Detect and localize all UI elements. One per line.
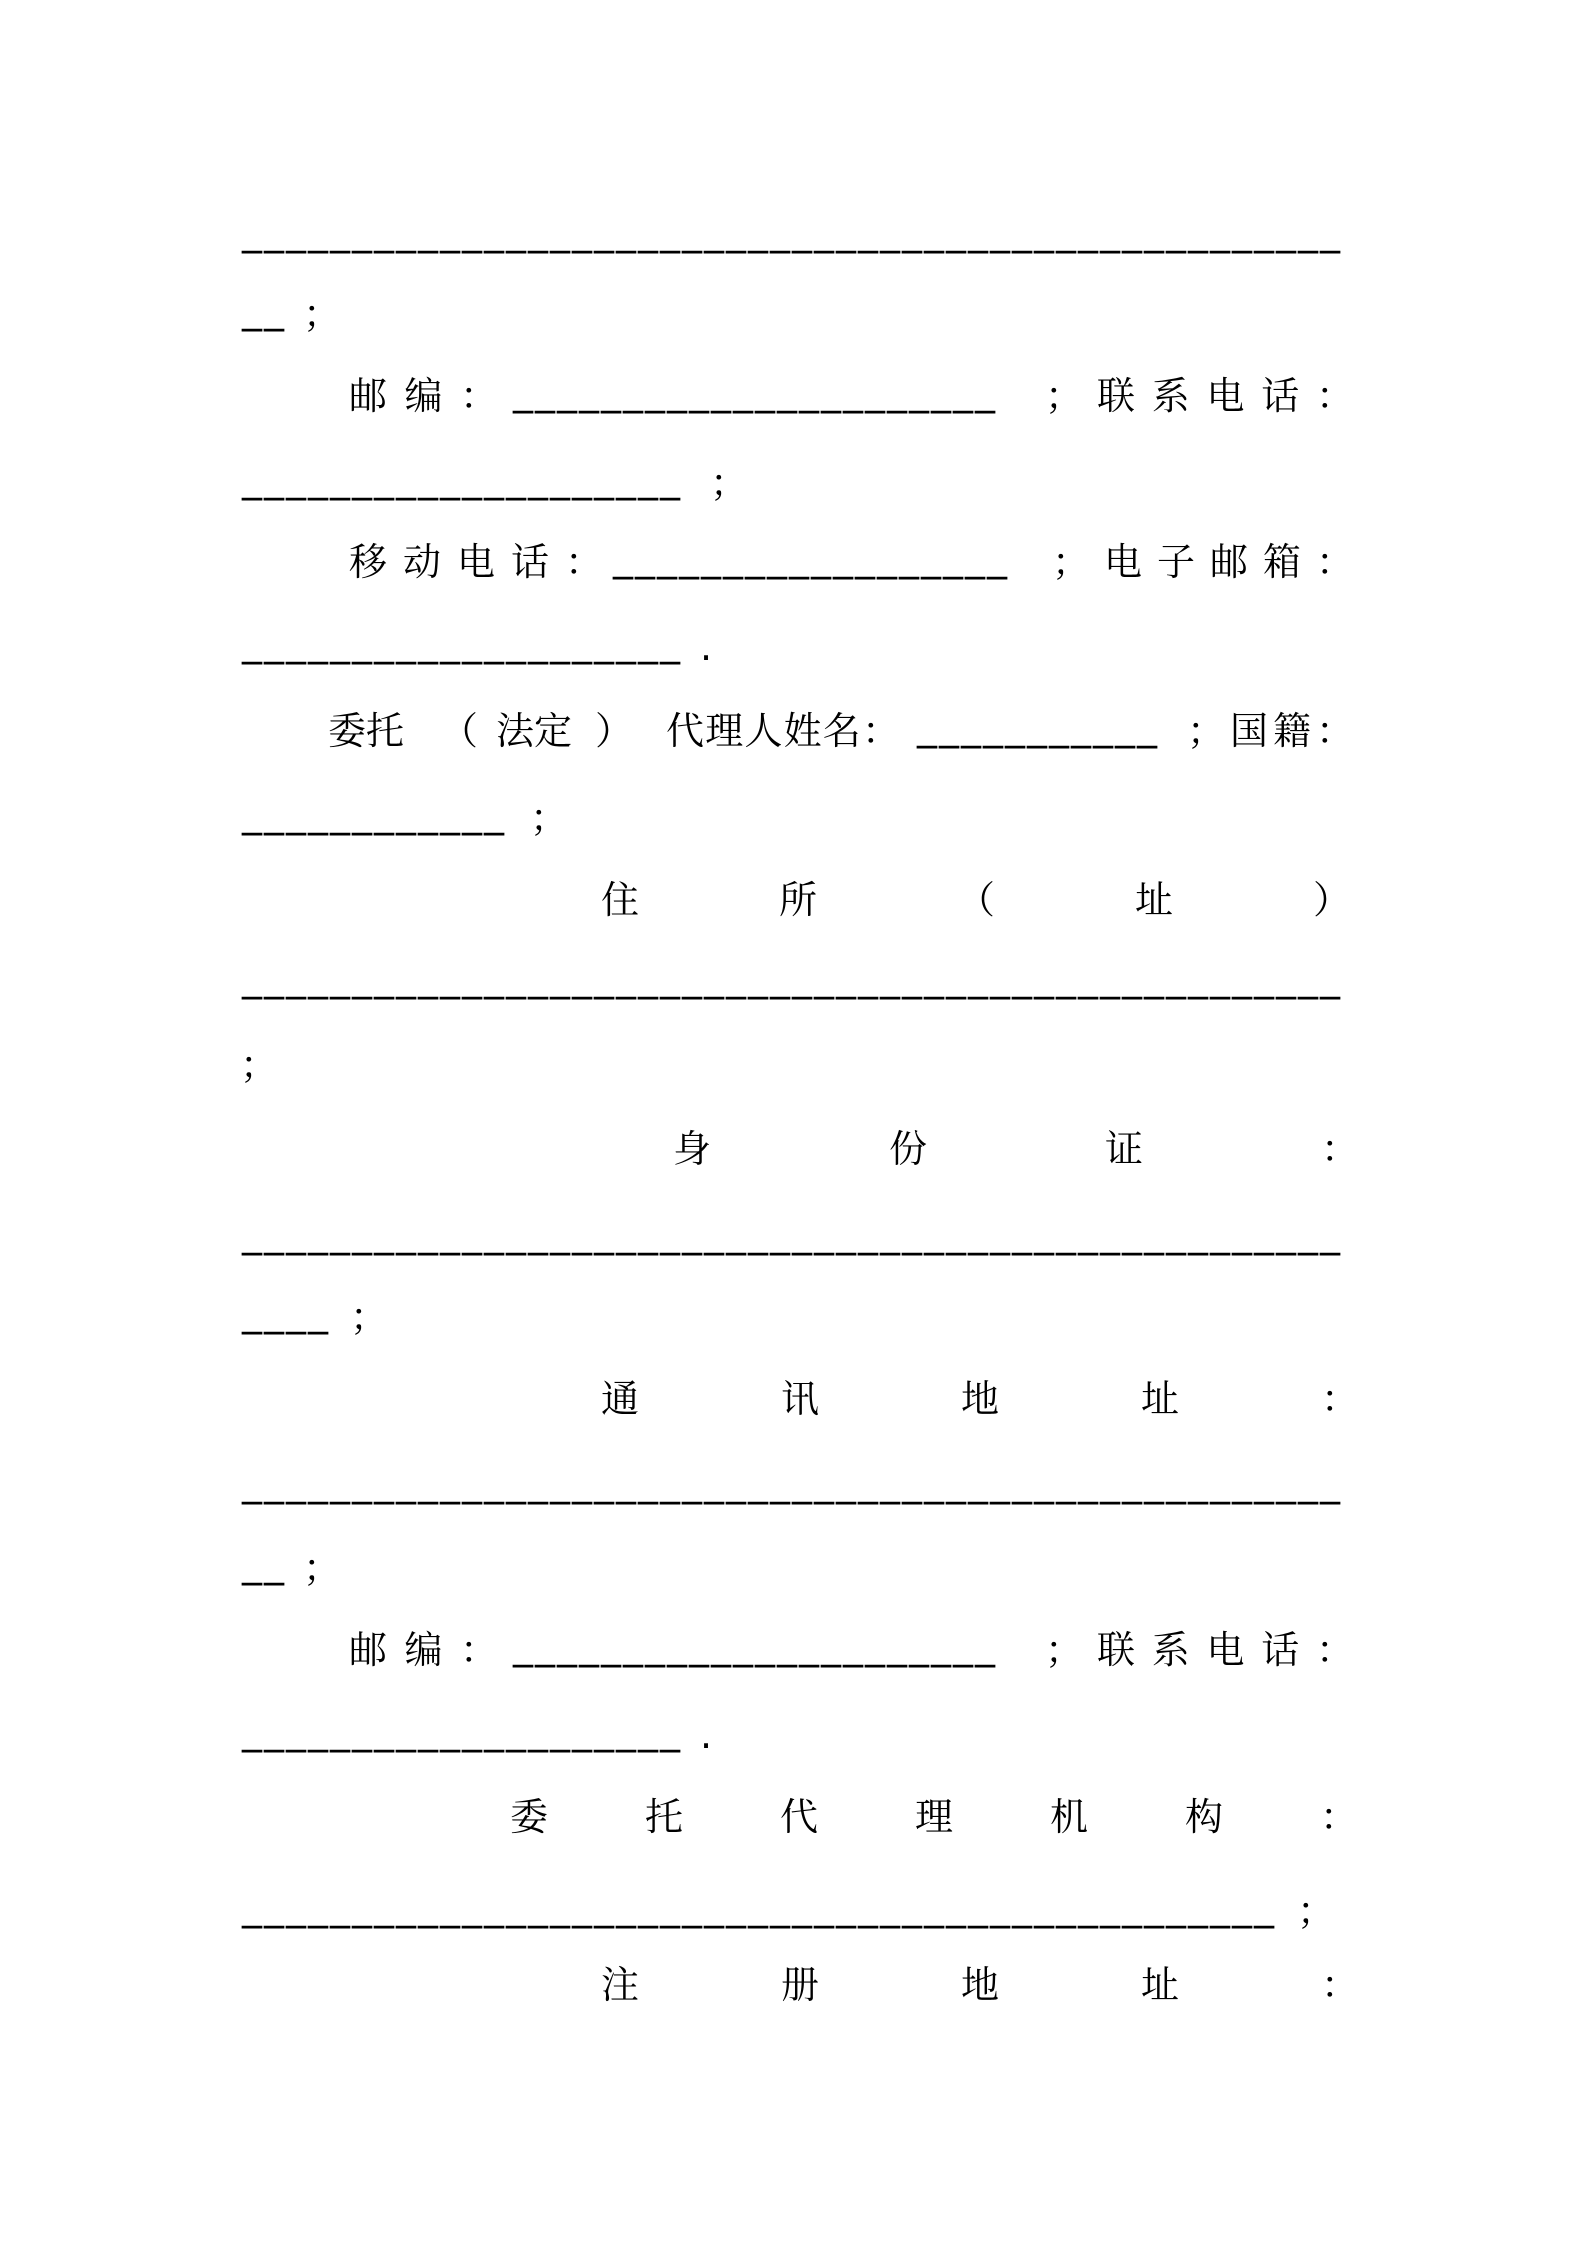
label-character: 地 (961, 1963, 1000, 2007)
form-line-party-address-cont (0, 286, 1586, 336)
label-character: 委 (328, 709, 367, 753)
agent-name-blank: ___________ (917, 703, 1159, 749)
agent-legal-label (496, 709, 572, 753)
form-line-agent-nationality (0, 790, 1586, 840)
label-character: 联 (1097, 1628, 1136, 1672)
form-line-agent-postcode-phone (0, 1622, 1586, 1672)
form-line-registered-address-label (0, 1963, 1586, 2007)
party-email-blank: ____________________ (242, 619, 682, 665)
label-character: ： (1321, 1377, 1360, 1421)
party-postcode-blank: ______________________ (513, 368, 997, 414)
label-character: 委 (510, 1795, 549, 1839)
label-character: 讯 (781, 1377, 820, 1421)
agent-phone-blank: ____________________ (242, 1707, 682, 1753)
party-phone-label (1097, 374, 1354, 418)
form-line-agent-name-nationality (0, 703, 1586, 753)
agent-id-blank-cont: ____ (242, 1289, 330, 1335)
party-address-blank-cont: __ (242, 286, 286, 332)
label-character: ： (460, 374, 499, 418)
label-character: 姓 (783, 709, 822, 753)
agent-phone-label (1097, 1628, 1354, 1672)
agent-id-label (673, 1127, 1359, 1171)
label-character: 系 (1151, 374, 1190, 418)
agent-residence-end: ； (240, 1043, 279, 1087)
label-character: 法 (496, 709, 535, 753)
party-mobile-label (349, 540, 603, 584)
agent-entrust-label (328, 709, 404, 753)
label-character: ： (861, 709, 900, 753)
label-character: ： (1316, 1628, 1355, 1672)
label-character: 身 (673, 1127, 712, 1171)
label-character: 住 (601, 878, 640, 922)
label-character: 份 (889, 1127, 928, 1171)
label-character: ： (1316, 540, 1355, 584)
label-character: 人 (744, 709, 783, 753)
label-character: 定 (534, 709, 573, 753)
label-character: 电 (457, 540, 496, 584)
form-line-party-mobile-email (0, 534, 1586, 584)
agent-id-blank: __________________________________________________ (242, 1210, 1342, 1256)
agent-paren-open: （ (440, 709, 479, 753)
agent-mail-address-blank-cont: __ (242, 1540, 286, 1586)
label-character: 移 (349, 540, 388, 584)
label-character: 籍 (1273, 709, 1312, 753)
form-line-agent-residence-label (0, 878, 1586, 922)
label-character: 地 (961, 1377, 1000, 1421)
party-mobile-separator: ； (1052, 540, 1091, 584)
agent-name-label (666, 709, 900, 753)
label-character: ： (1321, 1963, 1360, 2007)
label-character: 系 (1151, 1628, 1190, 1672)
form-line-agent-residence-end (0, 1043, 1586, 1087)
agent-postcode-blank: ______________________ (513, 1622, 997, 1668)
agent-mail-address-label (601, 1377, 1359, 1421)
form-line-agency-name (0, 1883, 1586, 1933)
label-character: 址 (1141, 1963, 1180, 2007)
party-mobile-blank: __________________ (613, 534, 1009, 580)
party-address-blank: __________________________________________________ (242, 208, 1342, 254)
label-character: 册 (781, 1963, 820, 2007)
party-postcode-separator: ； (1045, 374, 1084, 418)
form-line-party-address (0, 208, 1586, 258)
agency-name-blank: _______________________________________________ (242, 1883, 1276, 1929)
agent-nationality-label (1230, 709, 1354, 753)
agent-mail-address-blank: __________________________________________________ (242, 1459, 1342, 1505)
label-character: ： (1316, 374, 1355, 418)
label-character: 代 (666, 709, 705, 753)
party-postcode-label (349, 374, 498, 418)
agent-nationality-blank: ____________ (242, 790, 506, 836)
agent-postcode-separator: ； (1045, 1628, 1084, 1672)
agent-mail-address-end: ； (303, 1546, 342, 1590)
label-character: 话 (511, 540, 550, 584)
label-character: ： (460, 1628, 499, 1672)
agent-nationality-end: ； (530, 796, 569, 840)
label-character: ： (1316, 709, 1355, 753)
label-character: ： (1320, 1795, 1359, 1839)
form-line-agent-id-cont (0, 1289, 1586, 1339)
label-character: 理 (915, 1795, 954, 1839)
agent-paren-close: ） (595, 709, 634, 753)
form-line-party-email (0, 619, 1586, 669)
form-line-agent-id-label (0, 1127, 1586, 1171)
label-character: 邮 (349, 374, 388, 418)
label-character: 编 (404, 1628, 443, 1672)
form-line-party-phone (0, 455, 1586, 505)
form-line-agency-label (0, 1795, 1586, 1839)
label-character: 动 (403, 540, 442, 584)
label-character: 电 (1206, 374, 1245, 418)
form-line-agent-residence (0, 954, 1586, 1004)
label-character: 子 (1157, 540, 1196, 584)
agent-residence-label (601, 878, 1351, 922)
label-character: ： (1321, 1127, 1360, 1171)
label-character: 名 (822, 709, 861, 753)
form-line-agent-mail-address-cont (0, 1540, 1586, 1590)
form-line-agent-mail-address (0, 1459, 1586, 1509)
label-character: 通 (601, 1377, 640, 1421)
label-character: 话 (1261, 1628, 1300, 1672)
label-character: 国 (1230, 709, 1269, 753)
party-phone-end: ； (710, 461, 749, 505)
label-character: 邮 (349, 1628, 388, 1672)
label-character: 代 (780, 1795, 819, 1839)
label-character: 所 (779, 878, 818, 922)
label-character: 电 (1104, 540, 1143, 584)
label-character: 托 (645, 1795, 684, 1839)
label-character: 注 (601, 1963, 640, 2007)
agent-id-end: ； (350, 1295, 389, 1339)
form-line-agent-phone (0, 1707, 1586, 1757)
agency-name-end: ； (1297, 1889, 1336, 1933)
agent-name-separator: ； (1187, 709, 1226, 753)
label-character: 理 (705, 709, 744, 753)
agent-phone-end: . (700, 1713, 713, 1757)
label-character: 机 (1050, 1795, 1089, 1839)
label-character: 证 (1105, 1127, 1144, 1171)
label-character: （ (957, 878, 996, 922)
label-character: ： (565, 540, 604, 584)
party-email-label (1104, 540, 1354, 584)
label-character: 托 (366, 709, 405, 753)
agency-registered-address-label (601, 1963, 1359, 2007)
label-character: 联 (1097, 374, 1136, 418)
agency-name-label (510, 1795, 1358, 1839)
label-character: ） (1313, 878, 1352, 922)
label-character: 箱 (1263, 540, 1302, 584)
label-character: 电 (1206, 1628, 1245, 1672)
agent-postcode-label (349, 1628, 498, 1672)
label-character: 址 (1141, 1377, 1180, 1421)
label-character: 构 (1185, 1795, 1224, 1839)
label-character: 编 (404, 374, 443, 418)
party-address-end: ； (303, 292, 342, 336)
party-email-end: . (700, 625, 713, 669)
party-phone-blank: ____________________ (242, 455, 682, 501)
label-character: 邮 (1210, 540, 1249, 584)
form-line-agent-id (0, 1210, 1586, 1260)
form-line-party-postcode-phone (0, 368, 1586, 418)
label-character: 址 (1135, 878, 1174, 922)
label-character: 话 (1261, 374, 1300, 418)
agent-residence-blank: __________________________________________________ (242, 954, 1342, 1000)
form-line-agent-mail-address-label (0, 1377, 1586, 1421)
